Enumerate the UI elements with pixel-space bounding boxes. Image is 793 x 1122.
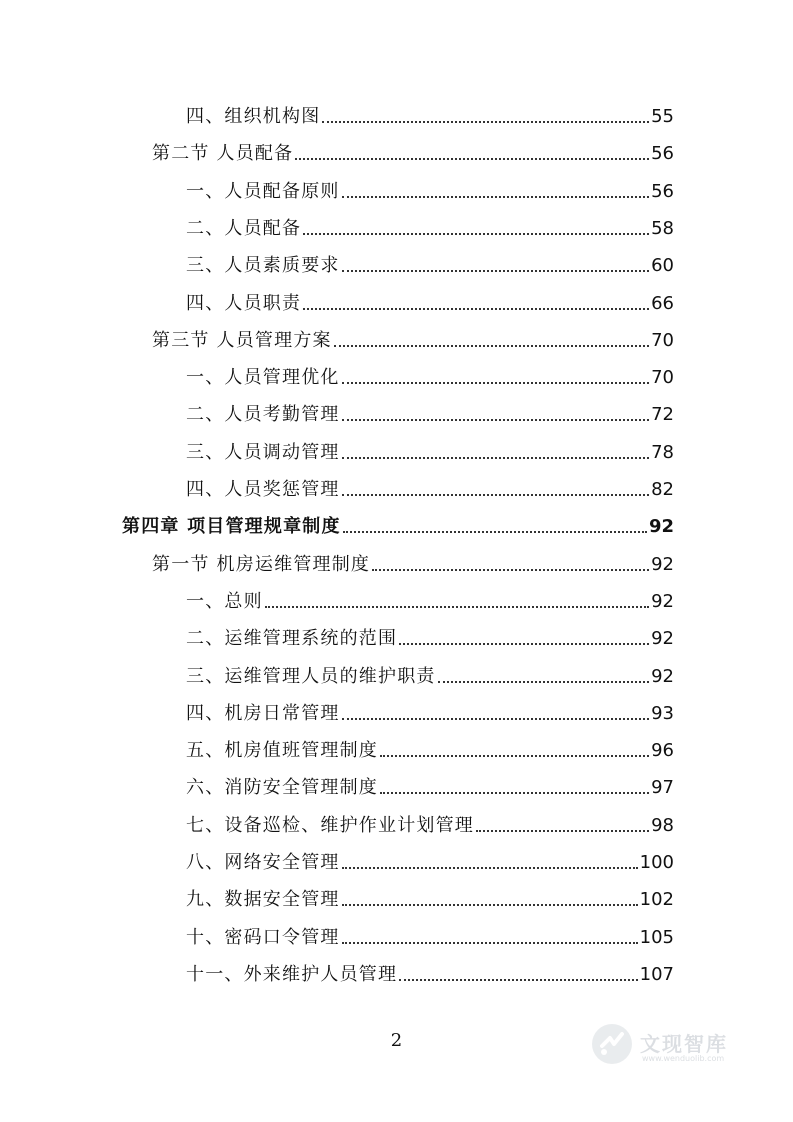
toc-entry-page: 66 <box>651 293 674 314</box>
toc-chapter-entry[interactable] <box>122 510 674 538</box>
toc-dot-leader <box>265 606 649 608</box>
toc-entry-page: 107 <box>639 964 674 985</box>
toc-entry-label: 十、密码口令管理 <box>186 927 340 948</box>
toc-subsection-entry[interactable] <box>186 622 674 650</box>
toc-subsection-entry[interactable] <box>186 585 674 613</box>
toc-section-entry[interactable] <box>152 324 674 352</box>
toc-entry-page: 92 <box>651 666 674 687</box>
toc-entry-label: 三、人员调动管理 <box>186 442 340 463</box>
toc-entry-label: 四、人员职责 <box>186 293 302 314</box>
toc-entry-label: 第四章 项目管理规章制度 <box>122 516 341 537</box>
toc-subsection-entry[interactable] <box>186 771 674 799</box>
toc-entry-page: 78 <box>651 442 674 463</box>
watermark-logo <box>588 1020 758 1076</box>
toc-subsection-entry[interactable] <box>186 175 674 203</box>
toc-entry-label: 七、设备巡检、维护作业计划管理 <box>186 815 474 836</box>
toc-entry-label: 二、人员考勤管理 <box>186 404 340 425</box>
toc-subsection-entry[interactable] <box>186 958 674 986</box>
toc-entry-page: 102 <box>639 889 674 910</box>
toc-entry-page: 56 <box>651 181 674 202</box>
toc-dot-leader <box>380 792 649 794</box>
toc-dot-leader <box>334 345 649 347</box>
toc-entry-page: 98 <box>651 815 674 836</box>
toc-entry-label: 第二节 人员配备 <box>152 143 294 164</box>
toc-subsection-entry[interactable] <box>186 809 674 837</box>
toc-entry-label: 六、消防安全管理制度 <box>186 777 378 798</box>
toc-entry-page: 70 <box>651 367 674 388</box>
page-number: 2 <box>390 1030 403 1051</box>
toc-subsection-entry[interactable] <box>186 846 674 874</box>
toc-section-entry[interactable] <box>152 548 674 576</box>
toc-dot-leader <box>303 233 649 235</box>
toc-dot-leader <box>342 419 649 421</box>
toc-entry-page: 56 <box>651 143 674 164</box>
toc-entry-label: 十一、外来维护人员管理 <box>186 964 398 985</box>
toc-entry-label: 九、数据安全管理 <box>186 889 340 910</box>
toc-dot-leader <box>438 681 649 683</box>
toc-entry-page: 105 <box>639 927 674 948</box>
toc-subsection-entry[interactable] <box>186 473 674 501</box>
toc-dot-leader <box>476 830 649 832</box>
toc-dot-leader <box>342 196 649 198</box>
toc-dot-leader <box>342 494 649 496</box>
toc-entry-page: 100 <box>639 852 674 873</box>
toc-entry-page: 58 <box>651 218 674 239</box>
toc-dot-leader <box>342 867 638 869</box>
toc-entry-label: 四、组织机构图 <box>186 106 321 127</box>
toc-entry-label: 三、人员素质要求 <box>186 255 340 276</box>
toc-dot-leader <box>372 569 649 571</box>
toc-entry-label: 一、人员配备原则 <box>186 181 340 202</box>
toc-subsection-entry[interactable] <box>186 212 674 240</box>
toc-entry-page: 92 <box>651 554 674 575</box>
toc-entry-page: 70 <box>651 330 674 351</box>
toc-dot-leader <box>399 979 637 981</box>
toc-dot-leader <box>342 718 649 720</box>
toc-dot-leader <box>295 158 649 160</box>
toc-subsection-entry[interactable] <box>186 660 674 688</box>
toc-dot-leader <box>342 270 649 272</box>
toc-dot-leader <box>342 457 649 459</box>
toc-subsection-entry[interactable] <box>186 697 674 725</box>
toc-subsection-entry[interactable] <box>186 734 674 762</box>
toc-subsection-entry[interactable] <box>186 436 674 464</box>
toc-dot-leader <box>342 904 638 906</box>
toc-entry-label: 一、人员管理优化 <box>186 367 340 388</box>
toc-entry-label: 五、机房值班管理制度 <box>186 740 378 761</box>
toc-entry-label: 四、机房日常管理 <box>186 703 340 724</box>
toc-entry-label: 第一节 机房运维管理制度 <box>152 554 371 575</box>
toc-entry-page: 93 <box>651 703 674 724</box>
toc-subsection-entry[interactable] <box>186 921 674 949</box>
toc-entry-page: 97 <box>651 777 674 798</box>
toc-subsection-entry[interactable] <box>186 883 674 911</box>
toc-dot-leader <box>380 755 649 757</box>
toc-subsection-entry[interactable] <box>186 100 674 128</box>
toc-entry-page: 60 <box>651 255 674 276</box>
toc-dot-leader <box>342 382 649 384</box>
toc-subsection-entry[interactable] <box>186 361 674 389</box>
watermark-brand: 文现智库 <box>640 1032 728 1056</box>
toc-dot-leader <box>399 643 649 645</box>
toc-entry-label: 二、运维管理系统的范围 <box>186 628 398 649</box>
toc-section-entry[interactable] <box>152 137 674 165</box>
toc-entry-page: 92 <box>651 628 674 649</box>
toc-subsection-entry[interactable] <box>186 287 674 315</box>
toc-entry-label: 八、网络安全管理 <box>186 852 340 873</box>
toc-dot-leader <box>343 531 647 533</box>
toc-entry-label: 二、人员配备 <box>186 218 302 239</box>
watermark-url: www.wenduolib.com <box>642 1054 725 1063</box>
toc-entry-page: 92 <box>648 516 674 537</box>
toc-entry-label: 一、总则 <box>186 591 263 612</box>
toc-entry-label: 四、人员奖惩管理 <box>186 479 340 500</box>
toc-dot-leader <box>322 121 649 123</box>
toc-entry-page: 96 <box>651 740 674 761</box>
toc-subsection-entry[interactable] <box>186 398 674 426</box>
toc-entry-page: 92 <box>651 591 674 612</box>
toc-dot-leader <box>342 942 638 944</box>
toc-entry-page: 72 <box>651 404 674 425</box>
toc-dot-leader <box>303 308 649 310</box>
toc-subsection-entry[interactable] <box>186 249 674 277</box>
watermark-icon <box>588 1020 636 1068</box>
toc-entry-page: 55 <box>651 106 674 127</box>
toc-entry-label: 三、运维管理人员的维护职责 <box>186 666 436 687</box>
toc-entry-label: 第三节 人员管理方案 <box>152 330 332 351</box>
toc-entry-page: 82 <box>651 479 674 500</box>
